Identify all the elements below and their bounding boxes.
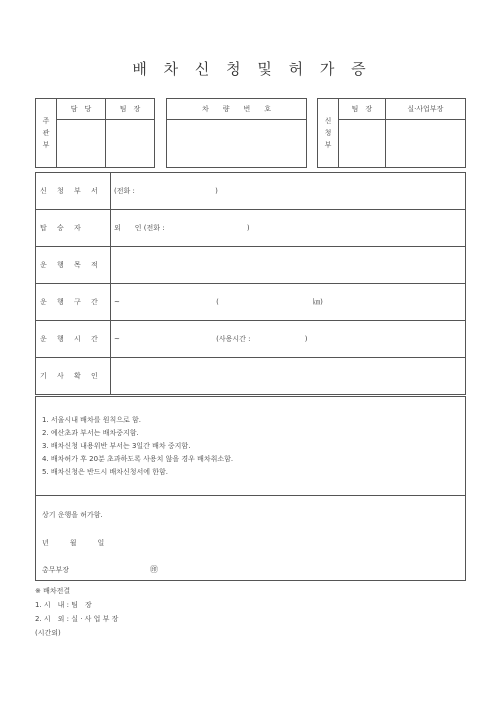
footer-line: 2. 시 외 : 실 · 사 업 부 장 <box>35 615 119 623</box>
route-distance-unit: ㎞) <box>313 298 323 306</box>
route-distance-open: ( <box>216 298 219 306</box>
notes-section <box>35 396 466 581</box>
notes-divider <box>36 495 465 496</box>
form-field-route[interactable] <box>111 284 466 321</box>
request-dept-approval-box <box>317 98 466 168</box>
usage-time-close: ) <box>304 335 308 343</box>
passenger-others-text: 외 인 (전화 : <box>114 224 165 232</box>
form-field-passenger[interactable] <box>111 210 466 247</box>
vehicle-number-box <box>166 98 307 168</box>
route-tilde: ~ <box>114 298 120 306</box>
request-dept-director-header: 실·사업부장 <box>385 99 465 120</box>
form-row-passenger <box>36 210 466 247</box>
form-label-time: 운 행 시 간 <box>36 321 111 358</box>
approval-date: 년 월 일 <box>42 539 105 547</box>
vehicle-number-header: 차 량 번 호 <box>167 99 307 120</box>
note-item: 5. 배차신청은 반드시 배차신청서에 한함. <box>42 468 168 476</box>
host-dept-side-label-text: 주 관 부 <box>42 117 50 149</box>
note-item: 1. 서울시내 배차를 원칙으로 함. <box>42 416 141 424</box>
form-field-time[interactable] <box>111 321 466 358</box>
footer-line: 1. 시 내 : 팀 장 <box>35 601 92 609</box>
usage-time-open: (사용시간 : <box>216 335 251 343</box>
request-dept-leader-header: 팀 장 <box>339 99 386 120</box>
footer-line: (시간외) <box>35 629 61 637</box>
host-dept-leader-sign-cell[interactable] <box>106 120 155 168</box>
request-dept-leader-sign-cell[interactable] <box>339 120 386 168</box>
document-title: 배 차 신 청 및 허 가 증 <box>132 60 372 78</box>
request-dept-director-sign-cell[interactable] <box>385 120 465 168</box>
seal-icon: ㊞ <box>150 565 158 574</box>
host-dept-side-label <box>36 99 57 168</box>
host-dept-leader-header: 팀 장 <box>106 99 155 120</box>
footer-title: ※ 배차전결 <box>35 587 71 595</box>
form-row-driver-check <box>36 358 466 395</box>
approval-signer: 총무부장 <box>42 566 70 574</box>
approval-statement: 상기 운행을 허가함. <box>42 511 103 519</box>
form-field-driver-check[interactable] <box>111 358 466 395</box>
form-field-request-dept[interactable] <box>111 173 466 210</box>
form-field-purpose[interactable] <box>111 247 466 284</box>
host-dept-staff-header: 담 당 <box>57 99 106 120</box>
form-label-purpose: 운 행 목 적 <box>36 247 111 284</box>
form-row-route <box>36 284 466 321</box>
note-item: 2. 예산초과 부서는 배차중지함. <box>42 429 139 437</box>
time-tilde: ~ <box>114 335 120 343</box>
dispatch-request-form <box>35 172 466 395</box>
vehicle-number-cell[interactable] <box>167 120 307 168</box>
form-row-purpose <box>36 247 466 284</box>
host-dept-staff-sign-cell[interactable] <box>57 120 106 168</box>
form-row-request-dept <box>36 173 466 210</box>
form-label-passenger: 탑 승 자 <box>36 210 111 247</box>
phone-open-text: (전화 : <box>114 187 135 195</box>
request-dept-side-label <box>318 99 339 168</box>
phone-close-text: ) <box>215 187 218 195</box>
form-label-driver-check: 기 사 확 인 <box>36 358 111 395</box>
form-label-route: 운 행 구 간 <box>36 284 111 321</box>
note-item: 4. 배차허가 후 20분 초과하도록 사용치 않을 경우 배차취소함. <box>42 455 234 463</box>
form-row-time <box>36 321 466 358</box>
form-label-request-dept: 신 청 부 서 <box>36 173 111 210</box>
passenger-phone-close-text: ) <box>246 224 250 232</box>
host-dept-approval-box <box>35 98 155 168</box>
note-item: 3. 배차신청 내용위반 부서는 3일간 배차 중지함. <box>42 442 191 450</box>
request-dept-side-label-text: 신 청 부 <box>324 117 332 149</box>
